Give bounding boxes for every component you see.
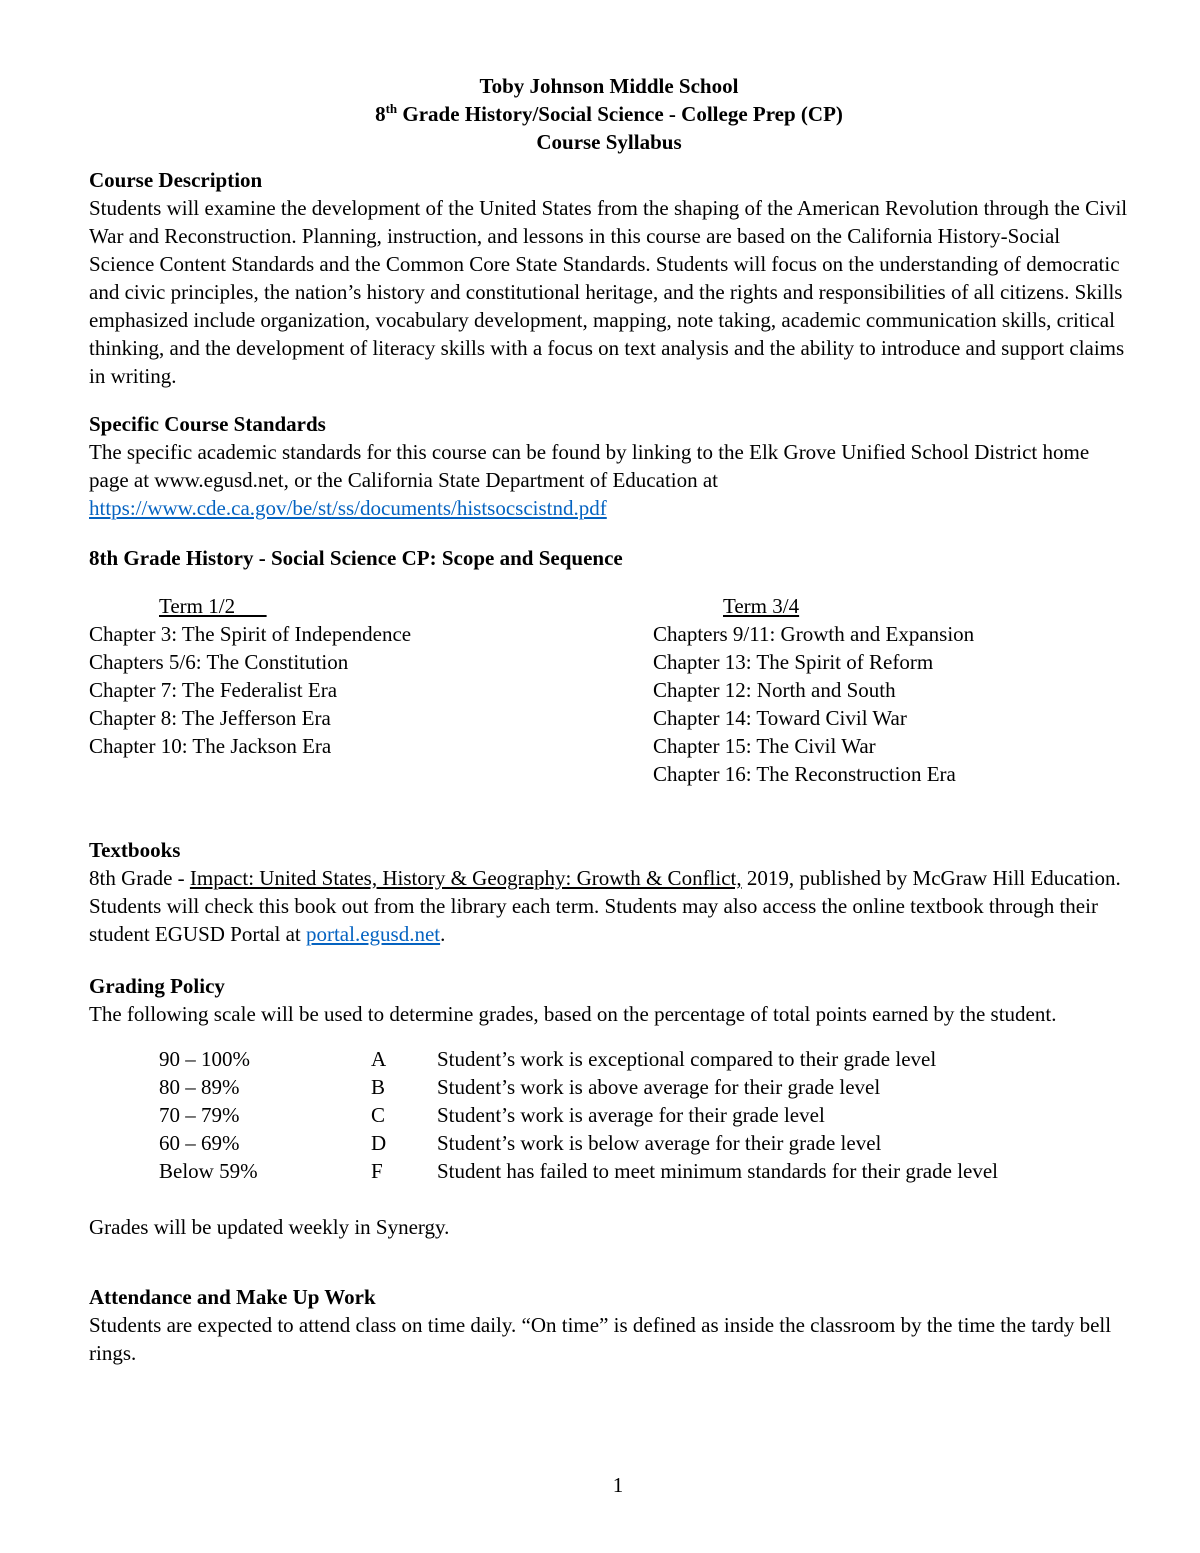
standards-section — [89, 410, 1129, 522]
term-1-label: Term 1/2 — [159, 594, 267, 618]
course-title — [89, 100, 1129, 128]
grade-row — [159, 1045, 998, 1073]
attendance-section — [89, 1283, 1129, 1367]
term-2-column — [653, 592, 1129, 788]
textbook-details: 2019, published by McGraw Hill Education. Students will check this book out from the library each term. Students may also access the online textbook through their student EGUSD Portal at — [89, 866, 1121, 946]
term-1-item: Chapter 8: The Jefferson Era — [89, 706, 331, 730]
grade-scale-table — [159, 1045, 998, 1185]
cde-standards-link[interactable]: https://www.cde.ca.gov/be/st/ss/documents/histsocscistnd.pdf — [89, 496, 607, 520]
textbooks-section — [89, 836, 1129, 948]
course-description-heading: Course Description — [89, 168, 263, 192]
attendance-heading: Attendance and Make Up Work — [89, 1285, 376, 1309]
grade-range: 80 – 89% — [159, 1075, 240, 1099]
term-1-item: Chapter 7: The Federalist Era — [89, 678, 338, 702]
term-1-column — [89, 592, 629, 760]
grading-note: Grades will be updated weekly in Synergy. — [89, 1215, 450, 1239]
grade-row — [159, 1157, 998, 1185]
portal-link[interactable]: portal.egusd.net — [305, 922, 441, 946]
course-description-section — [89, 166, 1129, 390]
textbooks-heading: Textbooks — [89, 838, 181, 862]
grade-description: Student’s work is below average for their grade level — [437, 1131, 882, 1155]
term-2-item: Chapter 15: The Civil War — [653, 734, 876, 758]
grading-section — [89, 972, 1129, 1241]
syllabus-page — [89, 72, 1129, 1367]
scope-terms — [89, 592, 1129, 788]
term-2-item: Chapters 9/11: Growth and Expansion — [653, 622, 975, 646]
grade-number: 8 — [375, 102, 386, 126]
grade-range: 60 – 69% — [159, 1131, 240, 1155]
term-2-item: Chapter 16: The Reconstruction Era — [653, 762, 956, 786]
textbooks-body — [89, 864, 1129, 948]
term-2-item: Chapter 14: Toward Civil War — [653, 706, 907, 730]
grading-heading: Grading Policy — [89, 974, 225, 998]
standards-heading: Specific Course Standards — [89, 412, 326, 436]
grade-letter: D — [371, 1131, 387, 1155]
document-title: Course Syllabus — [536, 130, 682, 154]
grade-row — [159, 1073, 998, 1101]
term-2-label: Term 3/4 — [723, 594, 800, 618]
grade-letter: C — [371, 1103, 386, 1127]
grade-suffix: th — [385, 101, 398, 116]
grade-description: Student has failed to meet minimum standards for their grade level — [437, 1159, 999, 1183]
term-1-item: Chapters 5/6: The Constitution — [89, 650, 349, 674]
standards-body: The specific academic standards for this course can be found by linking to the Elk Grove Unified School District home page at www.egusd.net, or the California State Department of Education at — [89, 440, 1090, 492]
grade-letter: F — [371, 1159, 383, 1183]
grade-row — [159, 1129, 998, 1157]
scope-section — [89, 544, 1129, 788]
grade-description: Student’s work is exceptional compared to their grade level — [437, 1047, 937, 1071]
term-2-item: Chapter 12: North and South — [653, 678, 896, 702]
grade-letter: A — [371, 1047, 387, 1071]
course-description-body: Students will examine the development of the United States from the shaping of the American Revolution through the Civil War and Reconstruction. Planning, instruction, and lessons in this course are based on the California History-Social Science Content Standards and the Common Core State Standards. Students will focus on the understanding of democratic and civic principles, the nation’s history and constitutional heritage, and the rights and responsibilities of all citizens. Skills emphasized include organization, vocabulary development, mapping, note taking, academic communication skills, critical thinking, and the development of literacy skills with a focus on text analysis and the ability to introduce and support claims in writing. — [89, 196, 1128, 388]
grade-letter: B — [371, 1075, 386, 1099]
grading-intro: The following scale will be used to determine grades, based on the percentage of total points earned by the student. — [89, 1002, 1057, 1026]
grade-range: 90 – 100% — [159, 1047, 250, 1071]
course-title-rest: Grade History/Social Science - College Prep (CP) — [397, 102, 843, 126]
page-number: 1 — [612, 1473, 624, 1497]
grade-description: Student’s work is average for their grade level — [437, 1103, 825, 1127]
attendance-body: Students are expected to attend class on time daily. “On time” is defined as inside the classroom by the time the tardy bell rings. — [89, 1313, 1112, 1365]
term-1-item: Chapter 3: The Spirit of Independence — [89, 622, 412, 646]
term-2-item: Chapter 13: The Spirit of Reform — [653, 650, 934, 674]
textbook-grade-prefix: 8th Grade - — [89, 866, 190, 890]
grade-range: 70 – 79% — [159, 1103, 240, 1127]
term-1-item: Chapter 10: The Jackson Era — [89, 734, 332, 758]
textbook-title: Impact: United States, History & Geography: Growth & Conflict, — [189, 866, 742, 890]
grade-range: Below 59% — [159, 1159, 258, 1183]
school-name: Toby Johnson Middle School — [479, 74, 739, 98]
grade-row — [159, 1101, 998, 1129]
grade-description: Student’s work is above average for their grade level — [437, 1075, 881, 1099]
textbook-suffix: . — [440, 922, 446, 946]
scope-heading: 8th Grade History - Social Science CP: Scope and Sequence — [89, 546, 623, 570]
